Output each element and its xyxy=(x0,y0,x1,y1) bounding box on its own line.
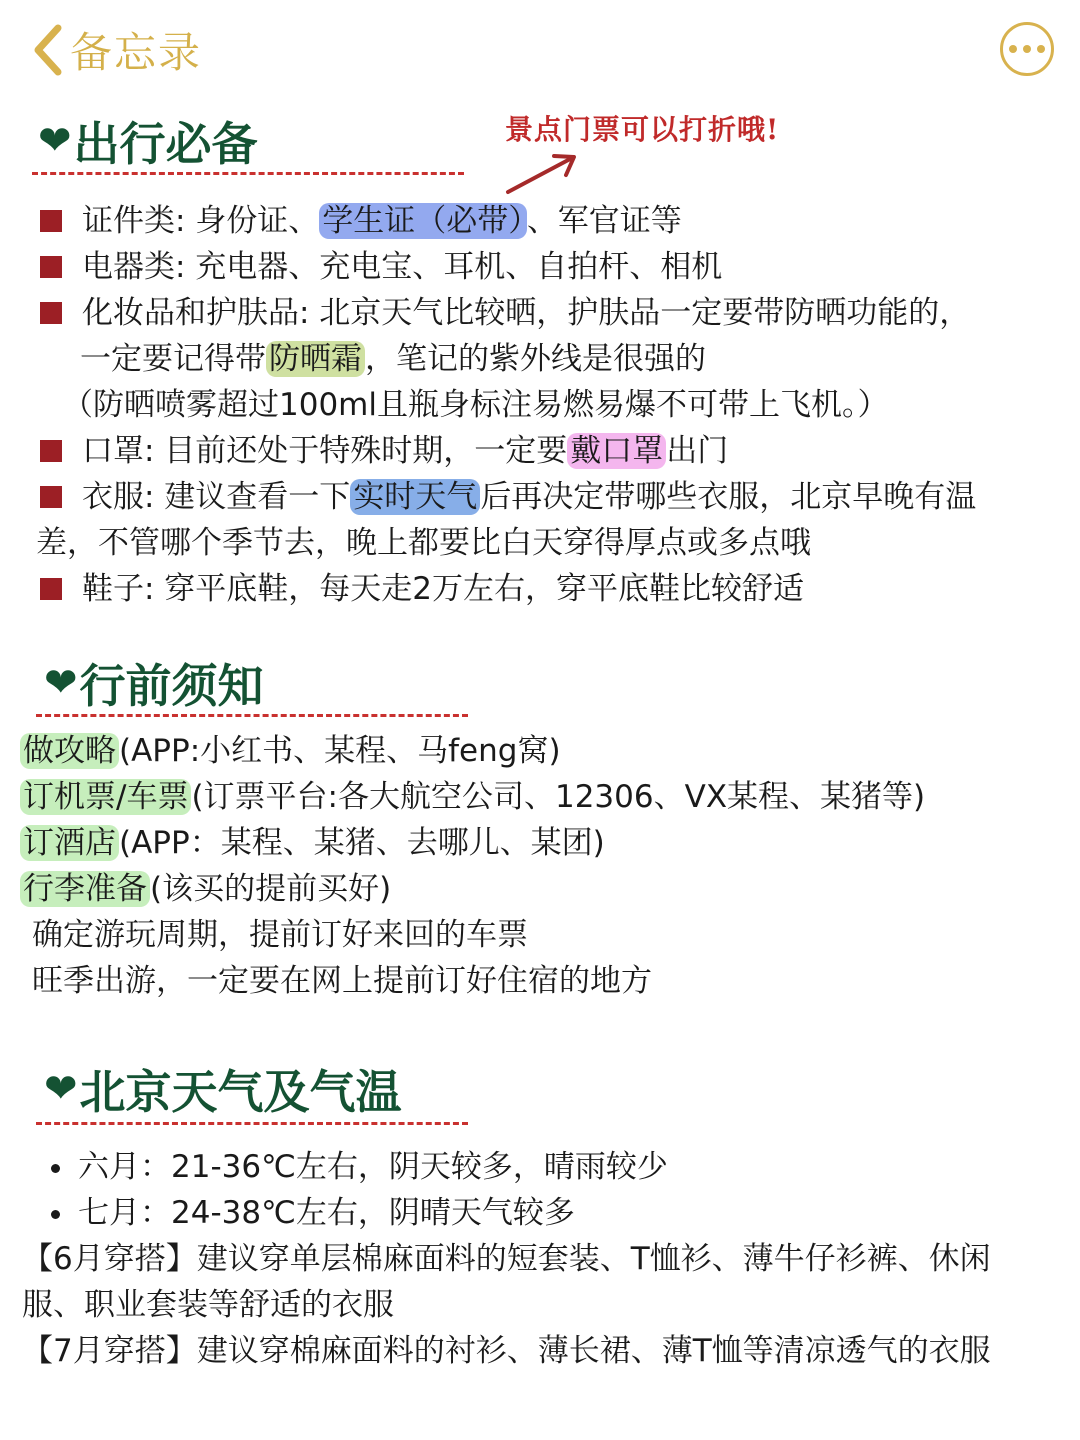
list-item: 证件类: 身份证、学生证（必带）、军官证等 xyxy=(82,203,682,239)
back-button[interactable] xyxy=(30,18,202,82)
highlight: 做攻略 xyxy=(20,733,119,769)
highlight: 戴口罩 xyxy=(567,433,666,469)
section-title: 出行必备 xyxy=(73,117,258,171)
list-item: 旺季出游，一定要在网上提前订好住宿的地方 xyxy=(32,963,652,999)
dot-icon xyxy=(1037,45,1045,53)
section-heading-before-trip xyxy=(44,650,264,716)
heart-icon: ❤ xyxy=(44,660,78,706)
list-item: 订机票/车票(订票平台:各大航空公司、12306、VX某程、某猪等) xyxy=(20,774,925,820)
highlight: 实时天气 xyxy=(350,479,480,515)
highlight: 防晒霜 xyxy=(266,341,365,377)
dot-icon xyxy=(1023,45,1031,53)
list-item: 口罩: 目前还处于特殊时期，一定要戴口罩出门 xyxy=(82,433,729,469)
section-heading-weather xyxy=(44,1056,402,1122)
list-item-note: （防晒喷雾超过100ml且瓶身标注易燃易爆不可带上飞机。） xyxy=(62,387,889,423)
bullet-icon xyxy=(40,486,62,508)
list-item-continued: 差，不管哪个季节去，晚上都要比白天穿得厚点或多点哦 xyxy=(36,525,811,561)
list-item: 六月：21-36℃左右，阴天较多，晴雨较少 xyxy=(78,1149,668,1185)
list-item: 订酒店(APP：某程、某猪、去哪儿、某团) xyxy=(20,820,605,866)
bullet-icon xyxy=(40,302,62,324)
dot-icon xyxy=(1009,45,1017,53)
list-item: 化妆品和护肤品: 北京天气比较晒，护肤品一定要带防晒功能的， xyxy=(82,295,971,331)
bullet-icon xyxy=(40,210,62,232)
bullet-icon xyxy=(40,578,62,600)
list-item: 【6月穿搭】建议穿单层棉麻面料的短套装、T恤衫、薄牛仔衫裤、休闲 xyxy=(22,1241,991,1277)
section-heading-packing xyxy=(38,108,258,174)
dashed-divider xyxy=(36,1122,468,1125)
dashed-divider xyxy=(36,714,468,717)
list-item-continued: 一定要记得带防晒霜，笔记的紫外线是很强的 xyxy=(80,341,706,377)
list-item: 【7月穿搭】建议穿棉麻面料的衬衫、薄长裙、薄T恤等清凉透气的衣服 xyxy=(22,1333,991,1369)
highlight: 订机票/车票 xyxy=(20,779,191,815)
annotation-arrow-icon xyxy=(500,148,590,200)
section-title: 北京天气及气温 xyxy=(79,1065,402,1119)
heart-icon: ❤ xyxy=(44,1066,78,1112)
list-item: 七月：24-38℃左右，阴晴天气较多 xyxy=(78,1195,575,1231)
list-item: 做攻略(APP:小红书、某程、马feng窝) xyxy=(20,728,561,774)
annotation-text: 景点门票可以打折哦! xyxy=(505,113,780,146)
list-item: 确定游玩周期，提前订好来回的车票 xyxy=(32,917,528,953)
highlight: 学生证（必带） xyxy=(319,203,527,239)
list-item: 行李准备(该买的提前买好) xyxy=(20,866,391,912)
bullet-dot-icon xyxy=(51,1210,60,1219)
heart-icon: ❤ xyxy=(38,118,72,164)
more-options-button[interactable] xyxy=(1000,22,1054,76)
chevron-left-icon xyxy=(30,24,64,76)
list-item: 衣服: 建议查看一下实时天气后再决定带哪些衣服，北京早晚有温 xyxy=(82,479,977,515)
dashed-divider xyxy=(32,172,464,175)
back-label: 备忘录 xyxy=(70,28,203,77)
list-item-continued: 服、职业套装等舒适的衣服 xyxy=(22,1287,394,1323)
list-item: 电器类: 充电器、充电宝、耳机、自拍杆、相机 xyxy=(82,249,723,285)
bullet-icon xyxy=(40,440,62,462)
bullet-icon xyxy=(40,256,62,278)
list-item: 鞋子: 穿平底鞋，每天走2万左右，穿平底鞋比较舒适 xyxy=(82,571,805,607)
bullet-dot-icon xyxy=(51,1164,60,1173)
highlight: 订酒店 xyxy=(20,825,119,861)
section-title: 行前须知 xyxy=(79,659,264,713)
highlight: 行李准备 xyxy=(20,871,150,907)
